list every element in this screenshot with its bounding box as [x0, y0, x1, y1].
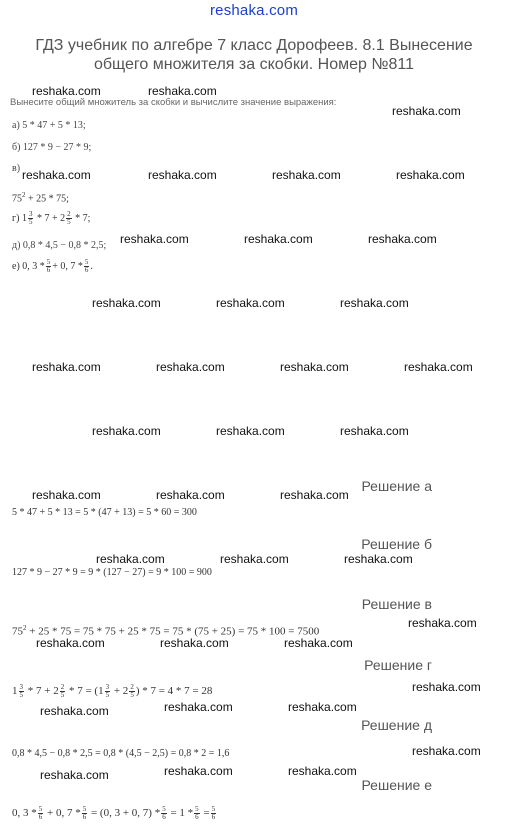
- watermark: reshaka.com: [280, 488, 349, 502]
- task-g: г) 1 $\frac{3}{5}$ * 7 + 2 $\frac{2}{5}$ * 7;: [12, 210, 91, 226]
- watermark: reshaka.com: [22, 168, 91, 182]
- solution-d-title: Решение д: [361, 717, 432, 733]
- solution-e-text: 0, 3 * $\frac{5}{6}$ + 0, 7 * $\frac{5}{6}$ = (0, 3 + 0, 7) * $\frac{5}{6}$ = 1 * $\frac{5}{6}$ = $\frac{5}{6}$: [12, 805, 216, 821]
- solution-v-text: $75^2 + 25 * 75 = 75 * 75 + 25 * 75 = 75 * (75 + 25) = 75 * 100 = 7500$: [12, 624, 320, 638]
- watermark: reshaka.com: [244, 232, 313, 246]
- watermark: reshaka.com: [148, 168, 217, 182]
- task-intro: Вынесите общий множитель за скобки и вычислите значение выражения:: [10, 97, 337, 108]
- task-b: б) 127 * 9 − 27 * 9;: [12, 142, 92, 153]
- watermark: reshaka.com: [288, 764, 357, 778]
- watermark: reshaka.com: [156, 488, 225, 502]
- task-v-label: в): [12, 163, 21, 174]
- watermark: reshaka.com: [404, 360, 473, 374]
- watermark: reshaka.com: [216, 424, 285, 438]
- watermark: reshaka.com: [40, 768, 109, 782]
- watermark: reshaka.com: [32, 488, 101, 502]
- task-v-expression: $75^2 + 25 * 75$;: [12, 191, 69, 205]
- watermark: reshaka.com: [40, 704, 109, 718]
- watermark: reshaka.com: [340, 424, 409, 438]
- solution-d-text: 0,8 * 4,5 − 0,8 * 2,5 = 0,8 * (4,5 − 2,5) = 0,8 * 2 = 1,6: [12, 748, 230, 759]
- watermark: reshaka.com: [368, 232, 437, 246]
- watermark: reshaka.com: [148, 84, 217, 98]
- watermark: reshaka.com: [92, 296, 161, 310]
- watermark: reshaka.com: [272, 168, 341, 182]
- watermark: reshaka.com: [36, 636, 105, 650]
- watermark: reshaka.com: [156, 360, 225, 374]
- solution-a-text: 5 * 47 + 5 * 13 = 5 * (47 + 13) = 5 * 60 = 300: [12, 507, 197, 518]
- watermark: reshaka.com: [164, 764, 233, 778]
- solution-e-title: Решение е: [361, 777, 432, 793]
- solution-v-title: Решение в: [361, 596, 432, 612]
- watermark: reshaka.com: [344, 552, 413, 566]
- watermark: reshaka.com: [120, 232, 189, 246]
- solution-a-title: Решение а: [361, 478, 432, 494]
- watermark: reshaka.com: [92, 424, 161, 438]
- task-d: д) 0,8 * 4,5 − 0,8 * 2,5;: [12, 240, 107, 251]
- solution-g-text: 1 $\frac{3}{5}$ * 7 + 2 $\frac{2}{5}$ * 7 = (1 $\frac{3}{5}$ + 2 $\frac{2}{5}$ ) * 7 = 4 * 7 = 28: [12, 683, 213, 699]
- task-e: е) 0, 3 * $\frac{5}{6}$ + 0, 7 * $\frac{5}{6}$ .: [12, 258, 93, 274]
- page-title: ГДЗ учебник по алгебре 7 класс Дорофеев. 8.1 Вынесение общего множителя за скобки. Номер №811: [35, 37, 473, 73]
- watermark: reshaka.com: [284, 636, 353, 650]
- watermark: reshaka.com: [412, 744, 481, 758]
- task-a: а) 5 * 47 + 5 * 13;: [12, 120, 86, 131]
- solution-g-title: Решение г: [364, 657, 432, 673]
- watermark: reshaka.com: [220, 552, 289, 566]
- watermark: reshaka.com: [164, 700, 233, 714]
- watermark: reshaka.com: [280, 360, 349, 374]
- watermark: reshaka.com: [340, 296, 409, 310]
- watermark: reshaka.com: [32, 84, 101, 98]
- solution-b-text: 127 * 9 − 27 * 9 = 9 * (127 − 27) = 9 * 100 = 900: [12, 567, 212, 578]
- watermark: reshaka.com: [392, 104, 461, 118]
- site-name[interactable]: reshaka.com: [209, 2, 299, 19]
- watermark: reshaka.com: [32, 360, 101, 374]
- watermark: reshaka.com: [396, 168, 465, 182]
- watermark: reshaka.com: [288, 700, 357, 714]
- watermark: reshaka.com: [96, 552, 165, 566]
- watermark: reshaka.com: [412, 680, 481, 694]
- watermark: reshaka.com: [408, 616, 477, 630]
- watermark: reshaka.com: [160, 636, 229, 650]
- solution-b-title: Решение б: [361, 536, 432, 552]
- watermark: reshaka.com: [216, 296, 285, 310]
